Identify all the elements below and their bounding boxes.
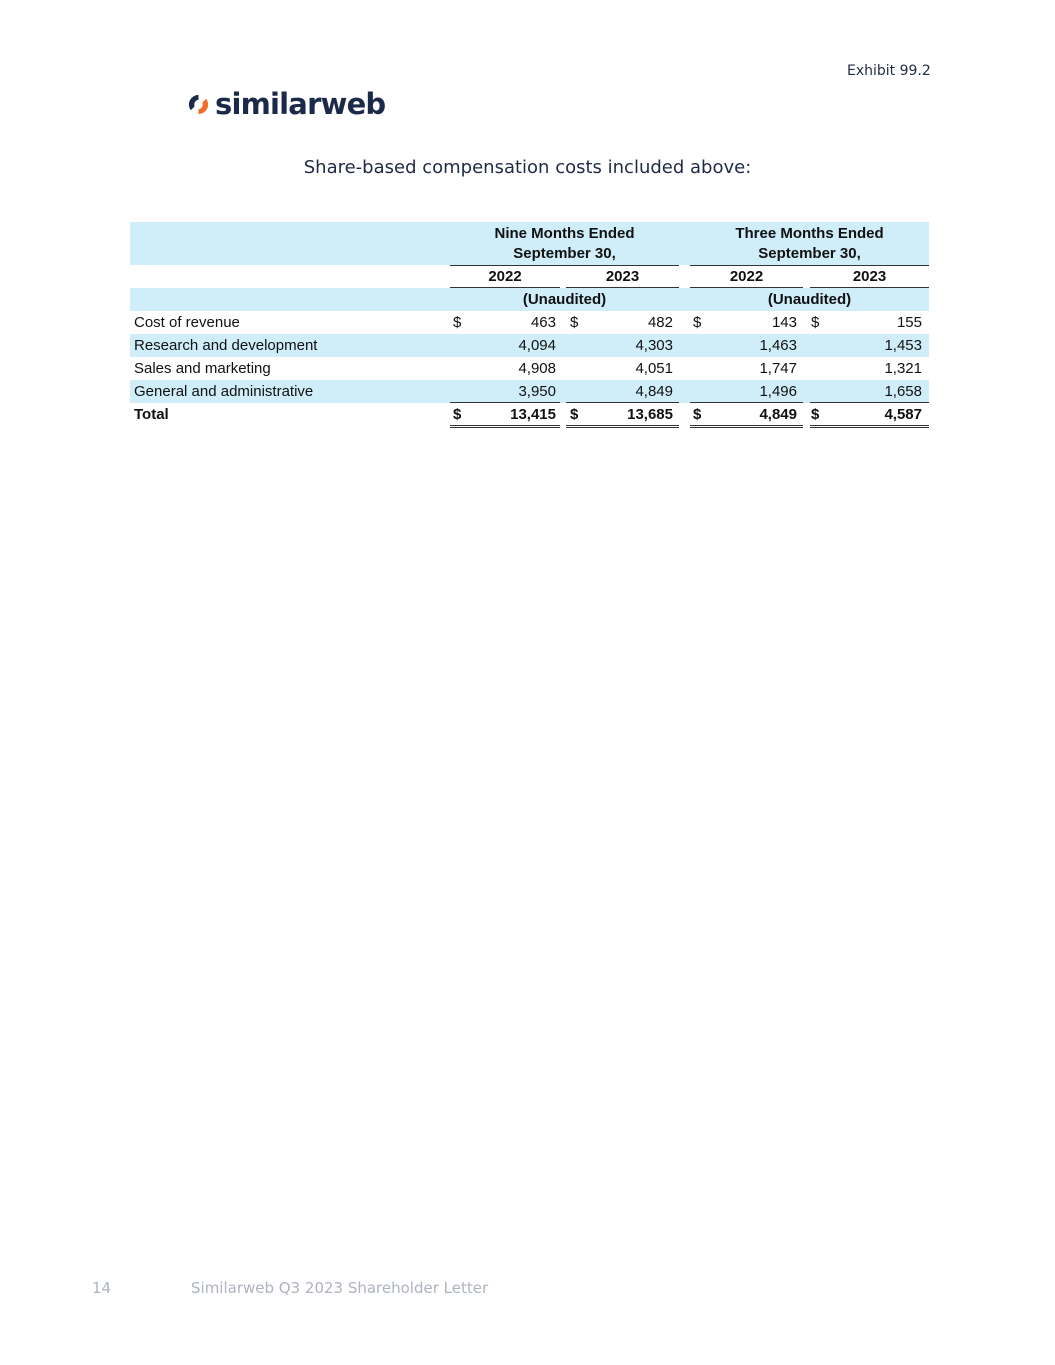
- value-cell: 4,303: [635, 337, 673, 354]
- total-label: Total: [134, 406, 169, 423]
- year-header: 2023: [605, 268, 640, 285]
- row-label: General and administrative: [134, 383, 314, 400]
- total-value: 4,587: [884, 406, 922, 423]
- brand-name: similarweb: [215, 87, 386, 121]
- table-group-header: [130, 222, 929, 265]
- table-row: [130, 334, 929, 357]
- currency-symbol: $: [570, 406, 579, 423]
- currency-symbol: $: [453, 314, 462, 331]
- currency-symbol: $: [811, 406, 820, 423]
- currency-symbol: $: [453, 406, 462, 423]
- value-cell: 4,908: [518, 360, 556, 377]
- table-row: [130, 311, 929, 334]
- total-value: 4,849: [759, 406, 797, 423]
- group-header-three-months: Three Months Ended September 30,: [735, 225, 884, 262]
- value-cell: 4,051: [635, 360, 673, 377]
- currency-symbol: $: [570, 314, 579, 331]
- value-cell: 1,496: [759, 383, 797, 400]
- sbc-table: [130, 222, 929, 426]
- table-unaudited-header: [130, 288, 929, 311]
- row-label: Sales and marketing: [134, 360, 271, 377]
- value-cell: 1,658: [884, 383, 922, 400]
- table-year-header: [130, 265, 929, 288]
- row-label: Cost of revenue: [134, 314, 240, 331]
- exhibit-label: Exhibit 99.2: [847, 63, 931, 79]
- row-label: Research and development: [134, 337, 318, 354]
- table-row: [130, 357, 929, 380]
- year-header: 2023: [852, 268, 887, 285]
- total-value: 13,685: [627, 406, 673, 423]
- brand-logo: [186, 86, 385, 122]
- page-number: 14: [92, 1279, 112, 1297]
- total-value: 13,415: [510, 406, 556, 423]
- table-row: [130, 380, 929, 403]
- value-cell: 3,950: [518, 383, 556, 400]
- unaudited-label: (Unaudited): [767, 291, 852, 308]
- year-header: 2022: [729, 268, 764, 285]
- year-header: 2022: [488, 268, 522, 285]
- value-cell: 143: [771, 314, 797, 331]
- value-cell: 1,453: [884, 337, 922, 354]
- footer-doc-title: Similarweb Q3 2023 Shareholder Letter: [191, 1279, 489, 1297]
- value-cell: 1,747: [759, 360, 797, 377]
- value-cell: 1,321: [884, 360, 922, 377]
- currency-symbol: $: [811, 314, 820, 331]
- value-cell: 4,094: [518, 337, 556, 354]
- currency-symbol: $: [693, 406, 702, 423]
- value-cell: 482: [647, 314, 673, 331]
- value-cell: 463: [530, 314, 556, 331]
- table-total-row: [130, 403, 929, 426]
- value-cell: 1,463: [759, 337, 797, 354]
- section-subtitle: Share-based compensation costs included above:: [303, 157, 752, 178]
- currency-symbol: $: [693, 314, 702, 331]
- group-header-nine-months: Nine Months Ended September 30,: [494, 225, 635, 262]
- similarweb-logo-icon: [186, 92, 211, 117]
- value-cell: 155: [896, 314, 922, 331]
- unaudited-label: (Unaudited): [522, 291, 607, 308]
- value-cell: 4,849: [635, 383, 673, 400]
